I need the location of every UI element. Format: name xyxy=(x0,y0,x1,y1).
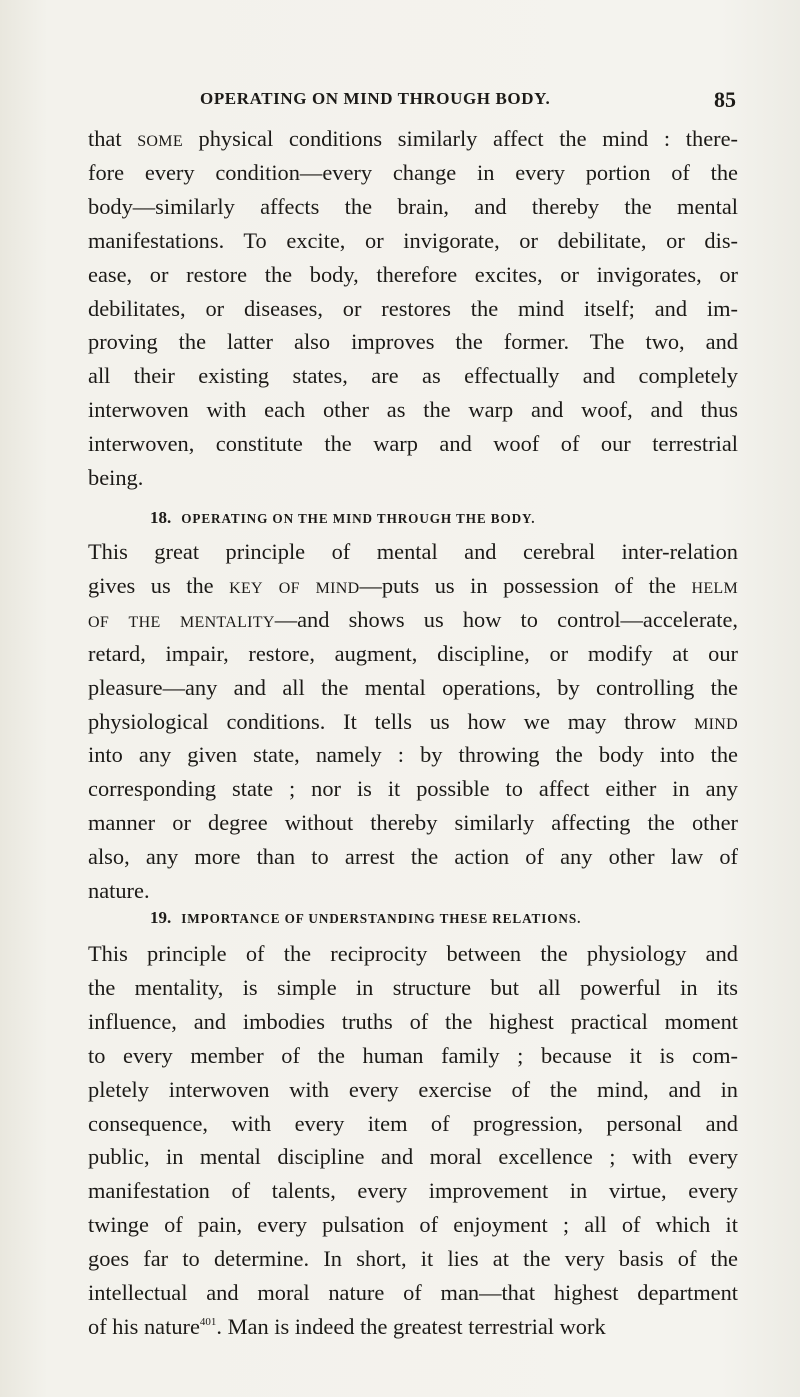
text-run: all their existing states, are as effectually and completely xyxy=(88,363,738,389)
text-line xyxy=(88,637,738,671)
text-run: goes far to determine. In short, it lies at the very basis of the xyxy=(88,1246,738,1272)
text-run: —and shows us how to control—accelerate, xyxy=(274,606,738,632)
text-run: This principle of the reciprocity between the physiology and xyxy=(88,941,738,966)
text-line xyxy=(88,1276,738,1310)
text-line xyxy=(88,1140,738,1174)
text-line xyxy=(88,1073,738,1107)
text-line xyxy=(88,156,738,190)
text-line xyxy=(88,1039,738,1073)
text-line xyxy=(88,772,738,806)
text-line xyxy=(88,1242,738,1276)
text-run: intellectual and moral nature of man—that highest department xyxy=(88,1280,738,1306)
section-heading-18 xyxy=(150,508,710,528)
section-title: OPERATING ON THE MIND THROUGH THE BODY. xyxy=(181,511,536,526)
small-caps-run: mind xyxy=(694,708,738,734)
text-line xyxy=(88,224,738,258)
section-title: IMPORTANCE OF UNDERSTANDING THESE RELATIONS. xyxy=(181,911,582,926)
text-run: physiological conditions. It tells us how we may throw xyxy=(88,708,695,734)
text-run: public, in mental discipline and moral excellence ; with every xyxy=(88,1144,738,1170)
text-line xyxy=(88,427,738,461)
text-run: body—similarly affects the brain, and thereby the mental xyxy=(88,193,738,219)
text-line xyxy=(88,1208,738,1242)
paragraph-3 xyxy=(88,937,738,1344)
text-run: debilitates, or diseases, or restores the mind itself; and im- xyxy=(88,295,738,321)
text-run: being. xyxy=(88,465,144,491)
text-run: interwoven, constitute the warp and woof of our terrestrial xyxy=(88,431,738,457)
text-line xyxy=(88,874,738,908)
text-line xyxy=(88,671,738,705)
text-run: . Man is indeed the greatest terrestrial work xyxy=(216,1313,606,1339)
text-line xyxy=(88,122,738,156)
text-run: nature. xyxy=(88,878,150,904)
text-line xyxy=(88,1310,738,1344)
footnote-reference: 401 xyxy=(199,1315,217,1328)
text-line xyxy=(88,1005,738,1039)
text-run: of his nature xyxy=(88,1313,200,1339)
text-run: manner or degree without thereby similarly affecting the other xyxy=(88,810,738,836)
text-line xyxy=(88,806,738,840)
text-run: ease, or restore the body, therefore excites, or invigorates, or xyxy=(88,261,738,287)
small-caps-run: helm xyxy=(691,572,738,598)
text-line xyxy=(88,569,738,603)
text-line xyxy=(88,971,738,1005)
text-run: gives us the xyxy=(88,572,230,598)
text-line xyxy=(88,535,738,569)
paragraph-1 xyxy=(88,122,738,495)
paragraph-2 xyxy=(88,535,738,908)
text-line xyxy=(88,190,738,224)
text-run: proving the latter also improves the former. The two, and xyxy=(88,329,738,355)
text-run: retard, impair, restore, augment, discipline, or modify at our xyxy=(88,640,738,666)
text-line xyxy=(88,603,738,637)
text-run: manifestations. To excite, or invigorate, or debilitate, or dis- xyxy=(88,227,738,253)
text-run: manifestation of talents, every improvement in virtue, every xyxy=(88,1178,738,1204)
text-run: that xyxy=(88,126,138,151)
text-run: interwoven with each other as the warp and woof, and thus xyxy=(88,397,738,423)
small-caps-run: of the mentality xyxy=(88,606,275,632)
text-run: consequence, with every item of progression, personal and xyxy=(88,1110,738,1136)
text-run: This great principle of mental and cerebral inter-relation xyxy=(88,539,738,564)
running-header xyxy=(200,89,736,113)
text-line xyxy=(88,359,738,393)
text-run: —puts us in possession of the xyxy=(359,572,692,598)
text-line xyxy=(88,1107,738,1141)
text-run: pletely interwoven with every exercise of the mind, and in xyxy=(88,1076,738,1102)
text-run: physical conditions similarly affect the mind : there- xyxy=(182,126,738,151)
page-number: 85 xyxy=(714,87,736,112)
text-run: pleasure—any and all the mental operations, by controlling the xyxy=(88,674,738,700)
text-line xyxy=(88,937,738,971)
section-number: 18. xyxy=(150,508,172,527)
section-number: 19. xyxy=(150,908,172,927)
running-title: OPERATING ON MIND THROUGH BODY. xyxy=(200,89,551,108)
text-line xyxy=(88,840,738,874)
small-caps-run: some xyxy=(137,126,183,151)
section-heading-19 xyxy=(150,908,710,928)
text-run: also, any more than to arrest the action of any other law of xyxy=(88,844,738,870)
text-run: into any given state, namely : by throwing the body into the xyxy=(88,742,738,768)
text-line xyxy=(88,393,738,427)
text-line xyxy=(88,292,738,326)
small-caps-run: key of mind xyxy=(229,572,360,598)
text-line xyxy=(88,258,738,292)
text-run: corresponding state ; nor is it possible to affect either in any xyxy=(88,776,738,802)
text-run: to every member of the human family ; because it is com- xyxy=(88,1042,738,1068)
text-line xyxy=(88,325,738,359)
text-run: twinge of pain, every pulsation of enjoyment ; all of which it xyxy=(88,1212,738,1238)
text-line xyxy=(88,738,738,772)
text-run: fore every condition—every change in every portion of the xyxy=(88,159,738,185)
text-line xyxy=(88,461,738,495)
text-line xyxy=(88,1174,738,1208)
text-line xyxy=(88,705,738,739)
text-run: influence, and imbodies truths of the highest practical moment xyxy=(88,1008,738,1034)
text-run: the mentality, is simple in structure but all powerful in its xyxy=(88,974,738,1000)
